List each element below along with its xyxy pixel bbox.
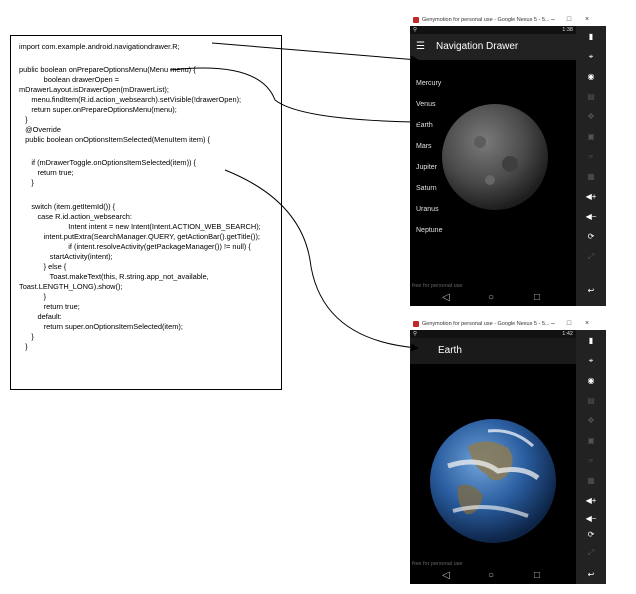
code-line: } <box>19 342 28 351</box>
status-time: 1:42 <box>562 331 573 337</box>
code-line: return true; <box>19 302 80 311</box>
move-icon[interactable]: ✥ <box>587 416 595 425</box>
maximize-button[interactable]: □ <box>566 320 572 327</box>
code-line: boolean drawerOpen = <box>19 75 120 84</box>
code-line: } <box>19 178 34 187</box>
drawer-item-jupiter[interactable]: Jupiter <box>416 164 438 171</box>
code-line: return super.onOptionsItemSelected(item); <box>19 322 183 331</box>
code-line: } <box>19 115 28 124</box>
nav-back-button[interactable]: ◁ <box>442 292 450 303</box>
scale-icon[interactable]: ⤢ <box>587 548 595 557</box>
window-title: Genymotion for personal use - Google Nexus 5 - 5... <box>422 17 550 23</box>
rotate-icon[interactable]: ⟳ <box>587 530 595 539</box>
nav-home-button[interactable]: ○ <box>488 570 495 581</box>
app-title: Navigation Drawer <box>436 41 519 52</box>
code-line: mDrawerLayout.isDrawerOpen(mDrawerList); <box>19 85 169 94</box>
code-line: Intent intent = new Intent(Intent.ACTION_WEB_SEARCH); <box>19 222 261 231</box>
back-icon[interactable]: ↩ <box>587 570 595 579</box>
drawer-item-neptune[interactable]: Neptune <box>416 227 443 234</box>
drawer-item-uranus[interactable]: Uranus <box>416 206 439 213</box>
code-line: if (intent.resolveActivity(getPackageManager()) != null) { <box>19 242 251 251</box>
volume-up-icon[interactable]: ◀+ <box>585 496 597 505</box>
nav-recents-button[interactable]: □ <box>534 292 541 303</box>
remote-control-icon[interactable]: ▤ <box>587 396 595 405</box>
code-line: switch (item.getItemId()) { <box>19 202 116 211</box>
close-button[interactable]: × <box>584 320 590 327</box>
gps-icon[interactable]: ⌖ <box>588 356 594 365</box>
chat-icon[interactable]: ▦ <box>587 476 595 485</box>
arrow-item-selected-to-earth <box>225 170 418 348</box>
watermark: free for personal use <box>412 561 463 567</box>
drawer-item-venus[interactable]: Venus <box>416 101 436 108</box>
nav-recents-button[interactable]: □ <box>534 570 541 581</box>
volume-up-icon[interactable]: ◀+ <box>585 192 597 201</box>
minimize-button[interactable]: – <box>551 16 555 23</box>
drawer-item-mars[interactable]: Mars <box>416 143 432 150</box>
code-line: import com.example.android.navigationdrawer.R; <box>19 42 180 51</box>
status-icon: ⚲ <box>413 331 418 337</box>
battery-icon[interactable]: ▮ <box>588 336 594 345</box>
rotate-icon[interactable]: ⟳ <box>587 232 595 241</box>
id-icon[interactable]: ▣ <box>587 132 595 141</box>
watermark: free for personal use <box>412 283 463 289</box>
code-line: menu.findItem(R.id.action_websearch).setVisible(!drawerOpen); <box>19 95 242 104</box>
nav-home-button[interactable]: ○ <box>488 292 495 303</box>
code-line: return true; <box>19 168 74 177</box>
back-icon[interactable]: ↩ <box>587 286 595 295</box>
code-line: intent.putExtra(SearchManager.QUERY, getActionBar().getTitle()); <box>19 232 260 241</box>
camera-icon[interactable]: ◉ <box>587 376 595 385</box>
battery-icon[interactable]: ▮ <box>588 32 594 41</box>
maximize-button[interactable]: □ <box>566 16 572 23</box>
move-icon[interactable]: ✥ <box>587 112 595 121</box>
status-icon: ⚲ <box>413 27 418 33</box>
code-line: } <box>19 332 34 341</box>
code-line: Toast.LENGTH_LONG).show(); <box>19 282 123 291</box>
drawer-item-saturn[interactable]: Saturn <box>416 185 437 192</box>
rss-icon[interactable]: ≈ <box>588 456 594 465</box>
camera-icon[interactable]: ◉ <box>587 72 595 81</box>
volume-down-icon[interactable]: ◀− <box>585 212 597 221</box>
code-line: if (mDrawerToggle.onOptionsItemSelected(item)) { <box>19 158 197 167</box>
volume-down-icon[interactable]: ◀− <box>585 514 597 523</box>
code-line: default: <box>19 312 62 321</box>
code-line: } else { <box>19 262 67 271</box>
minimize-button[interactable]: – <box>551 320 555 327</box>
close-button[interactable]: × <box>584 16 590 23</box>
code-line: return super.onPrepareOptionsMenu(menu); <box>19 105 177 114</box>
hamburger-menu-icon[interactable]: ☰ <box>416 41 425 52</box>
rss-icon[interactable]: ≈ <box>588 152 594 161</box>
arrow-prepare-menu-to-item <box>170 68 418 122</box>
id-icon[interactable]: ▣ <box>587 436 595 445</box>
scale-icon[interactable]: ⤢ <box>587 252 595 261</box>
drawer-item-mercury[interactable]: Mercury <box>416 80 442 87</box>
code-line: Toast.makeText(this, R.string.app_not_available, <box>19 272 209 281</box>
status-time: 1:38 <box>562 27 573 33</box>
app-title: Earth <box>438 345 462 356</box>
chat-icon[interactable]: ▦ <box>587 172 595 181</box>
gps-icon[interactable]: ⌖ <box>588 52 594 61</box>
code-line: public boolean onPrepareOptionsMenu(Menu menu) { <box>19 65 196 74</box>
window-title: Genymotion for personal use - Google Nexus 5 - 5... <box>422 321 550 327</box>
drawer-item-earth[interactable]: Earth <box>416 122 433 129</box>
code-line: case R.id.action_websearch: <box>19 212 132 221</box>
code-line: public boolean onOptionsItemSelected(MenuItem item) { <box>19 135 211 144</box>
code-line: startActivity(intent); <box>19 252 113 261</box>
code-line: @Override <box>19 125 62 134</box>
code-line: } <box>19 292 47 301</box>
arrow-import-to-drawer <box>212 43 418 60</box>
remote-control-icon[interactable]: ▤ <box>587 92 595 101</box>
nav-back-button[interactable]: ◁ <box>442 570 450 581</box>
